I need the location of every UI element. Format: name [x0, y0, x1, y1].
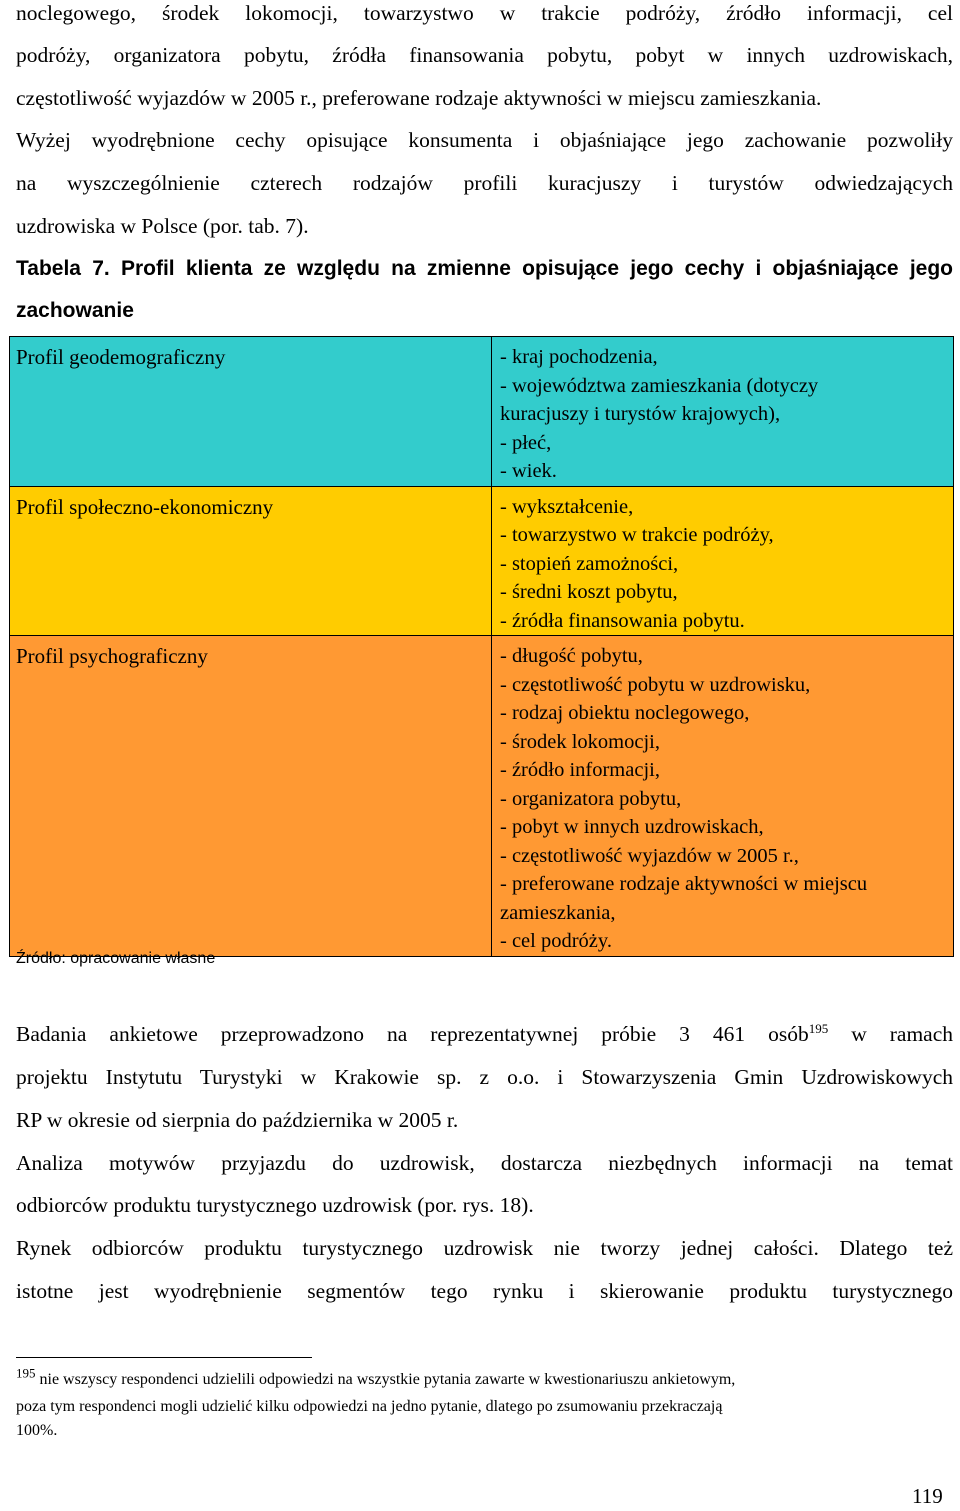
table-caption-line-2: zachowanie	[16, 299, 134, 322]
body-text: w ramach	[851, 1022, 954, 1046]
list-item: - środek lokomocji,	[500, 730, 660, 753]
list-item: - województwa zamieszkania (dotyczy	[500, 374, 819, 397]
body-line-1	[16, 1021, 953, 1047]
list-item: - częstotliwość pobytu w uzdrowisku,	[500, 673, 811, 696]
footnote-text: nie wszyscy respondenci udzielili odpowiedzi na wszystkie pytania zawarte w kwestionariuszu ankietowym,	[39, 1371, 736, 1388]
profile-attributes	[492, 636, 954, 957]
list-item: - wiek.	[500, 460, 557, 482]
profile-attributes	[492, 486, 954, 636]
body-line-5: odbiorców produktu turystycznego uzdrowisk (por. rys. 18).	[16, 1193, 534, 1217]
list-item: - źródło informacji,	[500, 759, 660, 781]
profile-attributes	[492, 337, 954, 487]
intro-line-6: uzdrowiska w Polsce (por. tab. 7).	[16, 214, 309, 238]
footnote-line-2: poza tym respondenci mogli udzielić kilku odpowiedzi na jedno pytanie, dlatego po zsumowaniu przekraczają	[16, 1398, 723, 1415]
list-item: - źródła finansowania pobytu.	[500, 609, 745, 632]
list-item: - cel podróży.	[500, 930, 612, 952]
body-text: Badania ankietowe przeprowadzono na reprezentatywnej próbie 3 461 osób	[16, 1022, 809, 1046]
intro-line-4: Wyżej wyodrębnione cechy opisujące konsumenta i objaśniające jego zachowanie pozwoliły	[16, 128, 953, 152]
list-item: - towarzystwo w trakcie podróży,	[500, 524, 774, 546]
body-line-6: Rynek odbiorców produktu turystycznego uzdrowisk nie tworzy jednej całości. Dlatego też	[16, 1236, 953, 1260]
page-number: 119	[912, 1484, 943, 1508]
footnote-line-3: 100%.	[16, 1422, 58, 1439]
table-caption-line-1: Tabela 7. Profil klienta ze względu na zmienne opisujące jego cechy i objaśniające jego	[16, 257, 953, 280]
profile-name: Profil społeczno-ekonomiczny	[10, 486, 492, 636]
footnote-reference[interactable]: 195	[808, 1020, 829, 1036]
footnote-number: 195	[16, 1365, 36, 1381]
list-item: - rodzaj obiektu noclegowego,	[500, 702, 750, 724]
body-line-3: RP w okresie od sierpnia do października w 2005 r.	[16, 1108, 459, 1132]
profile-name: Profil geodemograficzny	[10, 337, 492, 487]
list-item: - stopień zamożności,	[500, 552, 679, 575]
table-row	[10, 636, 954, 957]
list-item: - długość pobytu,	[500, 645, 643, 667]
list-item: - pobyt w innych uzdrowiskach,	[500, 816, 764, 838]
list-item: kuracjuszy i turystów krajowych),	[500, 403, 781, 425]
intro-line-5: na wyszczególnienie czterech rodzajów profili kuracjuszy i turystów odwiedzających	[16, 171, 953, 195]
intro-line-3: częstotliwość wyjazdów w 2005 r., preferowane rodzaje aktywności w miejscu zamieszkania.	[16, 86, 822, 110]
table-row	[10, 486, 954, 636]
footnote-line-1	[16, 1365, 953, 1390]
list-item: - płeć,	[500, 431, 552, 454]
list-item: - wykształcenie,	[500, 495, 634, 518]
profile-name: Profil psychograficzny	[10, 636, 492, 957]
body-line-2: projektu Instytutu Turystyki w Krakowie sp. z o.o. i Stowarzyszenia Gmin Uzdrowiskowych	[16, 1065, 953, 1089]
intro-line-1: noclegowego, środek lokomocji, towarzystwo w trakcie podróży, źródło informacji, cel	[16, 1, 953, 25]
list-item: - preferowane rodzaje aktywności w miejscu	[500, 873, 868, 895]
list-item: - częstotliwość wyjazdów w 2005 r.,	[500, 844, 799, 867]
table-source-note: Źródło: opracowanie własne	[16, 950, 216, 967]
intro-line-2: podróży, organizatora pobytu, źródła finansowania pobytu, pobyt w innych uzdrowiskach,	[16, 43, 953, 67]
profiles-table	[9, 336, 954, 957]
body-line-7: istotne jest wyodrębnienie segmentów tego rynku i skierowanie produktu turystycznego	[16, 1279, 953, 1303]
list-item: - kraj pochodzenia,	[500, 346, 658, 368]
list-item: zamieszkania,	[500, 901, 616, 924]
list-item: - organizatora pobytu,	[500, 787, 682, 810]
table-row	[10, 337, 954, 487]
list-item: - średni koszt pobytu,	[500, 581, 678, 603]
body-line-4: Analiza motywów przyjazdu do uzdrowisk, dostarcza niezbędnych informacji na temat	[16, 1151, 953, 1175]
footnote-separator	[16, 1357, 312, 1358]
